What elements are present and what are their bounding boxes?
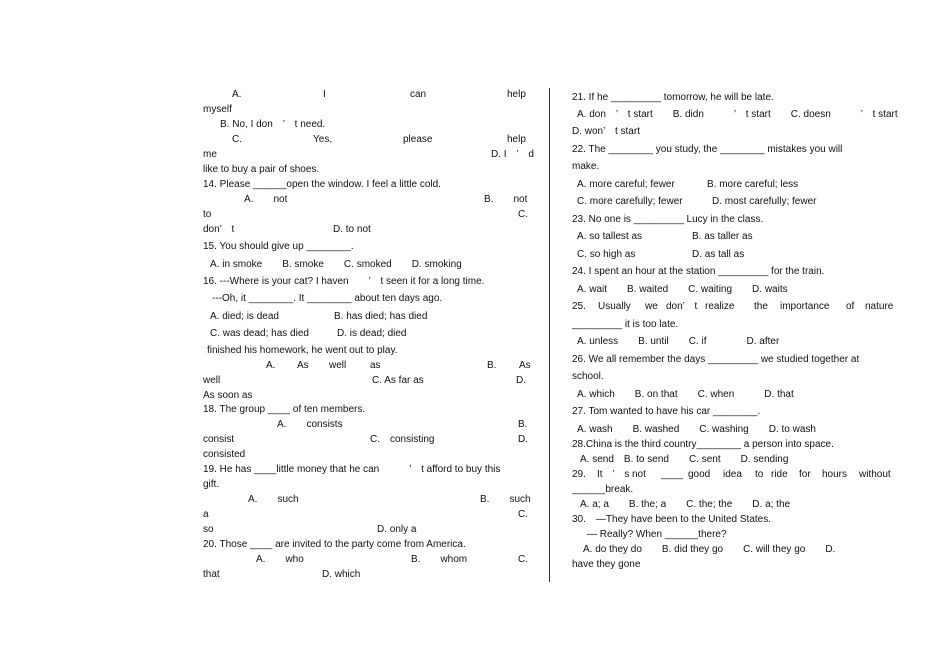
q25-word: importance — [780, 301, 830, 312]
q29-word: without — [859, 469, 891, 480]
q17-a-word: as — [370, 360, 381, 371]
q20-option-c-text: that — [203, 569, 220, 580]
q19-option-a: A. such — [248, 494, 299, 505]
q24-options: A. wait B. waited C. waiting D. waits — [577, 284, 788, 295]
q29-word: ____ — [661, 469, 684, 480]
q29-word: for — [799, 469, 811, 480]
q13-a-word: I — [323, 89, 326, 100]
q16-option-b: B. has died; has died — [334, 311, 428, 322]
q26-stem: 26. We all remember the days _________ we studied together at — [572, 354, 860, 365]
q16-option-c: C. was dead; has died — [210, 328, 309, 339]
q25-word: of — [846, 301, 855, 312]
q23-option-a: A. so tallest as — [577, 231, 643, 242]
q16-stem-line2: ---Oh, it ________. It ________ about ten days ago. — [212, 293, 443, 304]
q13-a-word: can — [410, 89, 427, 100]
q25-stem-line2: _________ it is too late. — [572, 319, 679, 330]
q20-option-d: D. which — [322, 569, 361, 580]
q18-option-d-text: consisted — [203, 449, 246, 460]
q30-stem-line2: — Really? When ______there? — [587, 529, 727, 540]
q18-option-b-text: consist — [203, 434, 235, 445]
q30-options: A. do they do B. did they go C. will they go D. — [583, 544, 836, 555]
q19-option-b: B. such — [480, 494, 531, 505]
q13-d-text: like to buy a pair of shoes. — [203, 164, 320, 175]
q23-stem: 23. No one is _________ Lucy in the class. — [572, 214, 764, 225]
q19-stem: 19. He has ____little money that he can ’ t afford to buy this — [203, 464, 501, 475]
q13-c-word: please — [403, 134, 433, 145]
q13-option-c: C. — [232, 134, 242, 145]
q19-option-c: C. — [518, 509, 528, 520]
q26-options: A. which B. on that C. when D. that — [577, 389, 794, 400]
q16-option-a: A. died; is dead — [210, 311, 279, 322]
q25-word: don’ t — [666, 301, 698, 312]
q19-option-d: D. only a — [377, 524, 417, 535]
q23-option-b: B. as taller as — [692, 231, 753, 242]
q22-option-d: D. most carefully; fewer — [712, 196, 817, 207]
q13-option-d: D. I ’ d — [491, 149, 534, 160]
q13-c-word: Yes, — [313, 134, 333, 145]
q30-stem: 30. —They have been to the United States. — [572, 514, 772, 525]
q22-option-b: B. more careful; less — [707, 179, 799, 190]
q14-option-b-text: to — [203, 209, 212, 220]
q14-option-c-text: don’ t — [203, 224, 235, 235]
q30-option-d-text: have they gone — [572, 559, 641, 570]
q29-word: It ’ s — [597, 469, 630, 480]
column-divider — [549, 88, 550, 582]
q13-c-word: me — [203, 149, 217, 160]
q25-word: nature — [865, 301, 894, 312]
q29-options: A. a; a B. the; a C. the; the D. a; the — [580, 499, 791, 510]
q14-option-a: A. not — [244, 194, 288, 205]
q19-option-b-text: a — [203, 509, 209, 520]
q19-option-c-text: so — [203, 524, 214, 535]
q13-option-a: A. — [232, 89, 242, 100]
q17-option-c: C. As far as — [372, 375, 424, 386]
q16-option-d: D. is dead; died — [337, 328, 407, 339]
q29-word: good — [688, 469, 711, 480]
q22-option-c: C. more carefully; fewer — [577, 196, 683, 207]
q17-a-word: well — [329, 360, 347, 371]
q27-stem: 27. Tom wanted to have his car ________. — [572, 406, 761, 417]
q13-a-word: myself — [203, 104, 232, 115]
q25-word: 25. — [572, 301, 586, 312]
q18-option-d: D. — [518, 434, 528, 445]
q13-a-word: help — [507, 89, 526, 100]
q15-stem: 15. You should give up ________. — [203, 241, 354, 252]
q21-option-d: D. won’ t start — [572, 126, 640, 137]
q22-stem: 22. The ________ you study, the ________ mistakes you will — [572, 144, 843, 155]
q28-stem: 28.China is the third country________ a person into space. — [572, 439, 834, 450]
q25-word: the — [754, 301, 768, 312]
q14-stem: 14. Please ______open the window. I feel a little cold. — [203, 179, 441, 190]
q20-stem: 20. Those ____ are invited to the party come from America. — [203, 539, 466, 550]
q18-option-c: C. consisting — [370, 434, 435, 445]
q16-stem: 16. ---Where is your cat? I haven ’ t seen it for a long time. — [203, 276, 485, 287]
q28-options: A. send B. to send C. sent D. sending — [580, 454, 789, 465]
q27-options: A. wash B. washed C. washing D. to wash — [577, 424, 816, 435]
q14-option-d: D. to not — [333, 224, 371, 235]
q29-word: hours — [822, 469, 848, 480]
q14-option-c: C. — [518, 209, 528, 220]
q24-stem: 24. I spent an hour at the station _________ for the train. — [572, 266, 825, 277]
q18-option-b: B. — [518, 419, 528, 430]
q15-options: A. in smoke B. smoke C. smoked D. smoking — [210, 259, 462, 270]
q17-stem: finished his homework, he went out to play. — [207, 345, 398, 356]
q13-option-b: B. No, I don ’ t need. — [220, 119, 326, 130]
q29-word: ride — [771, 469, 788, 480]
q25-options: A. unless B. until C. if D. after — [577, 336, 780, 347]
q17-option-a: A. — [266, 360, 276, 371]
q20-option-c: C. — [518, 554, 528, 565]
q19-stem-line2: gift. — [203, 479, 220, 490]
q20-option-b: B. whom — [411, 554, 468, 565]
q29-word: to — [755, 469, 764, 480]
q17-option-b: B. — [487, 360, 497, 371]
q29-word: not — [632, 469, 646, 480]
q23-option-c: C. so high as — [577, 249, 636, 260]
q18-option-a: A. consists — [277, 419, 343, 430]
q17-b-word: well — [203, 375, 221, 386]
q17-option-d: D. — [516, 375, 526, 386]
q26-stem-line2: school. — [572, 371, 604, 382]
q17-b-word: As — [519, 360, 531, 371]
q21-stem: 21. If he _________ tomorrow, he will be late. — [572, 92, 774, 103]
q25-word: we — [645, 301, 658, 312]
q29-stem-line2: ______break. — [572, 484, 634, 495]
q22-stem-line2: make. — [572, 161, 600, 172]
q13-c-word: help — [507, 134, 526, 145]
q18-stem: 18. The group ____ of ten members. — [203, 404, 366, 415]
q20-option-a: A. who — [256, 554, 304, 565]
q17-option-d-text: As soon as — [203, 390, 253, 401]
q14-option-b: B. not — [484, 194, 528, 205]
q29-word: idea — [723, 469, 742, 480]
q25-word: realize — [705, 301, 735, 312]
q25-word: Usually — [598, 301, 631, 312]
q29-word: 29. — [572, 469, 586, 480]
q17-a-word: As — [297, 360, 309, 371]
q21-options: A. don ’ t start B. didn ’ t start C. doesn ’ t start — [577, 109, 898, 120]
q23-option-d: D. as tall as — [692, 249, 745, 260]
q22-option-a: A. more careful; fewer — [577, 179, 675, 190]
